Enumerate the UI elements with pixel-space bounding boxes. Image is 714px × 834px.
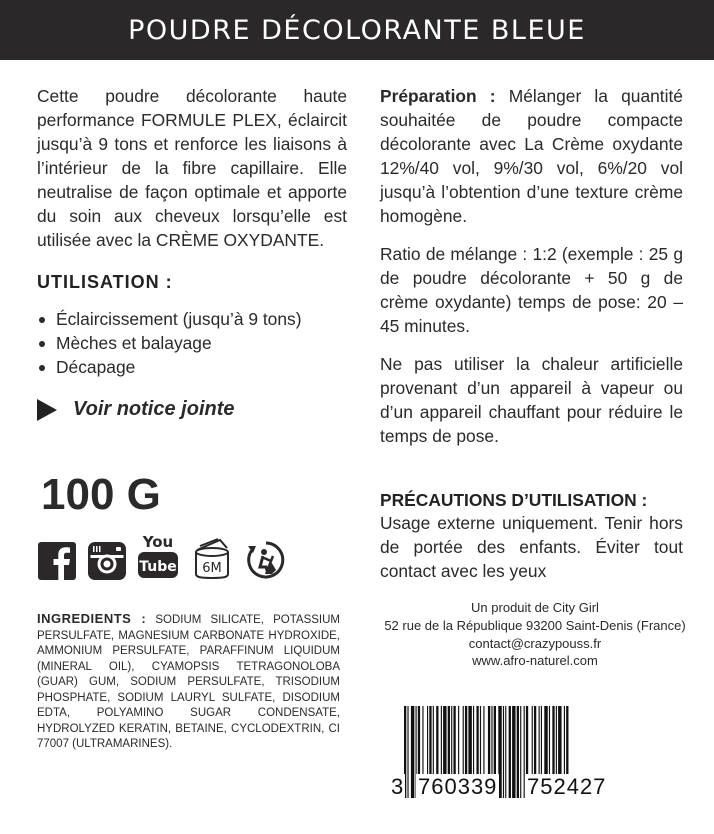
right-column — [380, 84, 683, 583]
list-item: Éclaircissement (jusqu’à 9 tons) — [37, 307, 347, 331]
net-weight: 100 G — [41, 470, 161, 519]
maker-email[interactable]: contact@crazypouss.fr — [468, 635, 602, 651]
precautions-heading: PRÉCAUTIONS D’UTILISATION : — [380, 490, 648, 510]
manufacturer-info — [380, 599, 690, 670]
left-column — [37, 84, 347, 421]
title-banner — [0, 0, 714, 60]
utilisation-heading: UTILISATION : — [37, 272, 173, 292]
preparation-text: Mélanger la quantité souhaitée de poudre compacte décolorante avec La Crème oxydante 12%/40 vol, 9%/30 vol, 6%/20 vol jusqu’à l’obtention d’une texture crème homogène. — [380, 86, 683, 226]
ratio-paragraph: Ratio de mélange : 1:2 (exemple : 25 g de poudre décolorante + 50 g de crème oxydante) temps de pose: 20 – 45 minutes. — [380, 244, 683, 336]
uses-list — [37, 307, 347, 379]
maker-line: Un produit de City Girl — [471, 600, 599, 615]
facebook-icon[interactable] — [38, 542, 76, 580]
list-item: Décapage — [37, 355, 347, 379]
precautions-text: Usage externe uniquement. Tenir hors de portée des enfants. Éviter tout contact avec les yeux — [380, 513, 683, 581]
notice-link-label: Voir notice jointe — [73, 398, 235, 420]
pao-label: 6M — [202, 561, 222, 576]
youtube-icon[interactable] — [138, 532, 178, 580]
play-arrow-icon — [37, 399, 57, 421]
intro-paragraph: Cette poudre décolorante haute performance FORMULE PLEX, éclaircit jusqu’à 9 tons et renforce les liaisons à l’intérieur de la fibre capillaire. Elle neutralise de façon optimale et apporte du soin aux cheveux lorsqu’elle est utilisée avec la CRÈME OXYDANTE. — [37, 86, 347, 250]
preparation-paragraph — [380, 84, 683, 228]
heat-warning-paragraph: Ne pas utiliser la chaleur artificielle provenant d’un appareil à vapeur ou d’un appareil chauffant pour réduire le temps de pose. — [380, 354, 683, 446]
barcode-left-group: 760339 — [418, 774, 498, 799]
ingredients-block — [37, 611, 340, 753]
barcode-digits — [389, 774, 629, 800]
icon-row — [38, 532, 286, 580]
product-title: POUDRE DÉCOLORANTE BLEUE — [128, 14, 586, 46]
maker-website[interactable]: www.afro-naturel.com — [472, 653, 598, 669]
recycling-icon — [246, 540, 286, 580]
notice-link[interactable] — [37, 398, 347, 421]
barcode-right-group: 752427 — [527, 774, 607, 799]
ingredients-label: INGREDIENTS : — [37, 611, 147, 626]
instagram-icon[interactable] — [88, 542, 126, 580]
pao-6m-icon — [190, 538, 234, 580]
preparation-label: Préparation : — [380, 86, 496, 106]
youtube-bottom-text: Tube — [139, 559, 177, 575]
ingredients-text: SODIUM SILICATE, POTASSIUM PERSULFATE, MAGNESIUM CARBONATE HYDROXIDE, AMMONIUM PERSULFATE, PARAFFINUM LIQUIDUM (MINERAL OIL), CYAMOPSIS TETRAGONOLOBA (GUAR) GUM, SODIUM PERSULFATE, TRISODIUM PHOSPHATE, SODIUM LAURYL SULFATE, DISODIUM EDTA, POLYAMINO SUGAR CONDENSATE, HYDROLYZED KERATIN, BETAINE, CYCLODEXTRIN, CI 77007 (ULTRAMARINES). — [37, 614, 340, 750]
barcode-first-digit: 3 — [391, 774, 404, 799]
list-item: Mèches et balayage — [37, 331, 347, 355]
youtube-top-text: You — [142, 533, 174, 551]
maker-address: 52 rue de la République 93200 Saint-Denis (France) — [384, 617, 686, 633]
